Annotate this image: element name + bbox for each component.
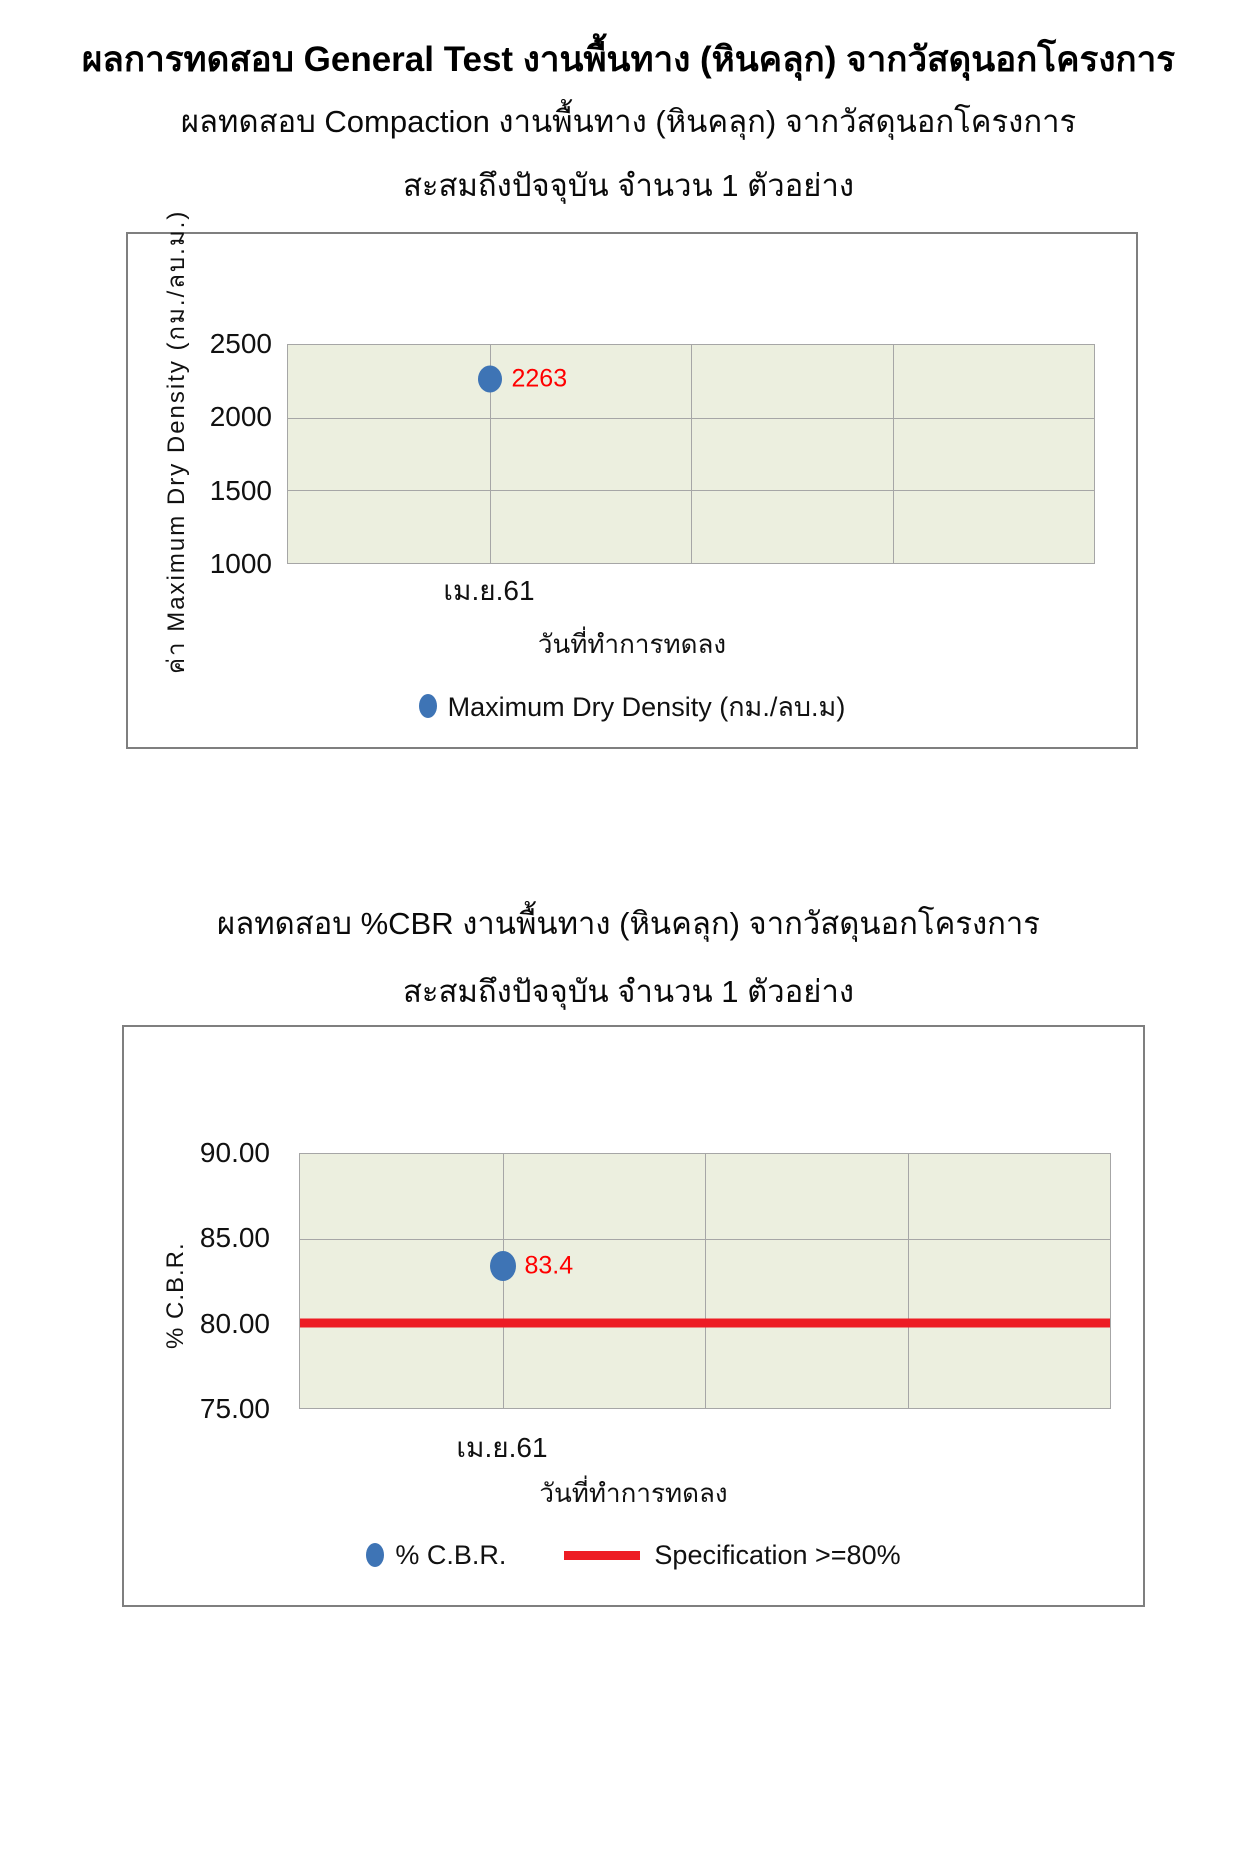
gridline-vertical: [893, 345, 894, 563]
gridline-vertical: [503, 1154, 504, 1408]
data-point-marker: [490, 1251, 516, 1281]
gridline-vertical: [705, 1154, 706, 1408]
compaction-ytick-2500: 2500: [209, 328, 272, 359]
data-point-label: 83.4: [524, 1251, 574, 1280]
legend-point-icon: [419, 694, 437, 718]
data-point-marker: [478, 366, 502, 393]
legend-spec-label: Specification >=80%: [654, 1539, 901, 1570]
legend-series-label: % C.B.R.: [395, 1539, 507, 1570]
section1-count: สะสมถึงปัจจุบัน จำนวน 1 ตัวอย่าง: [402, 168, 854, 203]
data-point-label: 2263: [511, 364, 568, 393]
cbr-y-axis-title: % C.B.R.: [162, 1242, 189, 1349]
compaction-x-axis-title: วันที่ทำการทดลง: [537, 629, 727, 659]
compaction-ytick-1500: 1500: [209, 475, 272, 506]
section1-title: ผลทดสอบ Compaction งานพื้นทาง (หินคลุก) จากวัสดุนอกโครงการ: [180, 104, 1077, 139]
section2-count: สะสมถึงปัจจุบัน จำนวน 1 ตัวอย่าง: [402, 974, 854, 1009]
cbr-ytick-75: 75.00: [199, 1393, 270, 1424]
gridline-horizontal: [288, 490, 1094, 491]
compaction-plot-area: [287, 344, 1095, 564]
specification-line: [300, 1319, 1110, 1328]
compaction-chart: [126, 209, 1138, 749]
gridline-vertical: [691, 345, 692, 563]
section2-title: ผลทดสอบ %CBR งานพื้นทาง (หินคลุก) จากวัสดุนอกโครงการ: [217, 906, 1040, 941]
cbr-plot-area: [299, 1153, 1111, 1409]
legend-point-icon: [366, 1543, 384, 1567]
cbr-ytick-85: 85.00: [199, 1222, 270, 1253]
compaction-xtick: เม.ย.61: [443, 575, 535, 606]
cbr-ytick-90: 90.00: [199, 1137, 270, 1168]
legend-series-label: Maximum Dry Density (กม./ลบ.ม): [447, 691, 846, 722]
gridline-horizontal: [300, 1239, 1110, 1240]
legend-spec-line-icon: [564, 1551, 640, 1560]
cbr-chart: [122, 1025, 1145, 1607]
gridline-horizontal: [288, 418, 1094, 419]
compaction-ytick-2000: 2000: [209, 401, 272, 432]
compaction-y-axis-title: ค่า Maximum Dry Density (กม./ลบ.ม.): [163, 209, 190, 674]
cbr-ytick-80: 80.00: [199, 1308, 270, 1339]
cbr-legend: [124, 1533, 1143, 1577]
page-title: ผลการทดสอบ General Test งานพื้นทาง (หินคลุก) จากวัสดุนอกโครงการ: [81, 40, 1176, 79]
cbr-xtick: เม.ย.61: [456, 1432, 548, 1463]
cbr-x-axis-title: วันที่ทำการทดลง: [539, 1478, 728, 1508]
gridline-vertical: [908, 1154, 909, 1408]
compaction-ytick-1000: 1000: [209, 548, 272, 579]
compaction-legend: [128, 686, 1136, 726]
